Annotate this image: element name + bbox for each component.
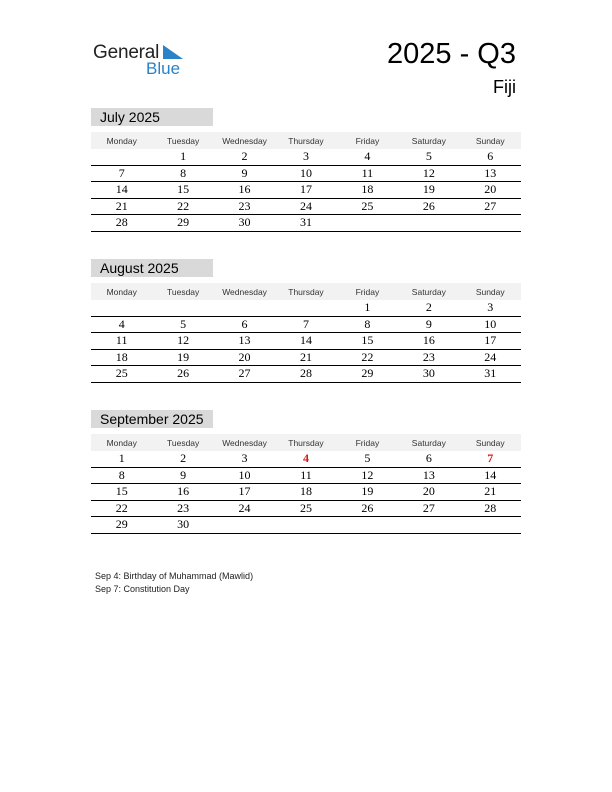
day-cell: 8 <box>180 165 187 180</box>
weekday-label: Monday <box>106 135 137 146</box>
day-cell: 8 <box>364 316 371 331</box>
logo-general-text: General <box>93 42 160 63</box>
week-row <box>91 333 521 350</box>
day-cell: 6 <box>487 149 494 164</box>
week-row <box>91 484 521 501</box>
day-cell: 5 <box>180 316 187 331</box>
day-cell: 18 <box>299 484 312 499</box>
day-cell: 28 <box>484 500 497 515</box>
day-cell: 14 <box>299 333 312 348</box>
day-cell: 22 <box>361 349 374 364</box>
day-cell: 26 <box>361 500 374 515</box>
day-cell: 11 <box>115 333 128 348</box>
day-cell: 19 <box>422 182 435 197</box>
day-cell: 21 <box>484 484 497 499</box>
day-cell: 12 <box>361 467 374 482</box>
day-cell: 23 <box>422 349 435 364</box>
month-calendar <box>91 259 521 383</box>
day-cell: 28 <box>299 366 312 381</box>
weekday-label: Saturday <box>411 135 446 146</box>
day-cell: 10 <box>238 467 251 482</box>
day-cell: 28 <box>115 215 128 230</box>
day-cell: 18 <box>115 349 128 364</box>
day-cell: 2 <box>180 451 187 466</box>
holiday-note: Sep 7: Constitution Day <box>95 584 190 594</box>
weekday-label: Monday <box>106 437 137 448</box>
day-cell: 2 <box>241 149 248 164</box>
month-title: July 2025 <box>91 108 213 126</box>
weekday-label: Wednesday <box>222 135 267 146</box>
week-row <box>91 215 521 232</box>
day-cell: 5 <box>425 149 432 164</box>
day-cell: 11 <box>361 165 374 180</box>
holiday-note: Sep 4: Birthday of Muhammad (Mawlid) <box>95 571 254 581</box>
day-cell: 5 <box>364 451 371 466</box>
day-cell: 13 <box>238 333 251 348</box>
weekday-header <box>91 132 521 149</box>
day-cell: 11 <box>300 467 312 482</box>
day-cell: 9 <box>241 165 248 180</box>
week-row <box>91 501 521 518</box>
month-title: September 2025 <box>91 410 213 428</box>
day-cell: 6 <box>241 316 248 331</box>
weekday-label: Friday <box>355 135 380 146</box>
weekday-label: Sunday <box>475 437 505 448</box>
weekday-label: Friday <box>355 286 380 297</box>
weekday-label: Tuesday <box>166 437 200 448</box>
day-cell: 29 <box>361 366 374 381</box>
week-row <box>91 350 521 367</box>
week-row <box>91 300 521 317</box>
day-cell: 4 <box>302 451 309 466</box>
day-cell: 18 <box>361 182 374 197</box>
day-cell: 20 <box>484 182 497 197</box>
day-cell: 17 <box>484 333 497 348</box>
weekday-label: Friday <box>355 437 380 448</box>
day-cell: 27 <box>484 198 497 213</box>
weekday-label: Thursday <box>288 135 324 146</box>
weekday-label: Tuesday <box>166 286 200 297</box>
weekday-label: Sunday <box>475 135 505 146</box>
day-cell: 31 <box>299 215 312 230</box>
day-cell: 27 <box>238 366 251 381</box>
day-cell: 10 <box>484 316 497 331</box>
day-cell: 16 <box>177 484 190 499</box>
day-cell: 24 <box>238 500 251 515</box>
weekday-label: Monday <box>106 286 137 297</box>
week-row <box>91 366 521 383</box>
week-row <box>91 517 521 534</box>
day-cell: 9 <box>180 467 187 482</box>
country-name: Fiji <box>493 77 516 97</box>
weekday-header <box>91 283 521 300</box>
day-cell: 15 <box>115 484 128 499</box>
day-cell: 25 <box>361 198 374 213</box>
day-cell: 9 <box>425 316 432 331</box>
day-cell: 24 <box>299 198 312 213</box>
day-cell: 13 <box>484 165 497 180</box>
day-cell: 3 <box>302 149 309 164</box>
weekday-label: Tuesday <box>166 135 200 146</box>
day-cell: 21 <box>299 349 312 364</box>
day-cell: 10 <box>299 165 312 180</box>
day-cell: 24 <box>484 349 497 364</box>
day-cell: 15 <box>361 333 374 348</box>
day-cell: 30 <box>177 517 190 532</box>
day-cell: 25 <box>299 500 312 515</box>
day-cell: 31 <box>484 366 497 381</box>
day-cell: 22 <box>177 198 190 213</box>
weekday-header <box>91 434 521 451</box>
day-cell: 8 <box>118 467 125 482</box>
day-cell: 22 <box>115 500 128 515</box>
week-row <box>91 199 521 216</box>
day-cell: 4 <box>118 316 125 331</box>
day-cell: 12 <box>177 333 190 348</box>
week-row <box>91 166 521 183</box>
weekday-label: Thursday <box>288 286 324 297</box>
day-cell: 3 <box>487 300 494 315</box>
weekday-label: Saturday <box>411 286 446 297</box>
day-cell: 7 <box>302 316 309 331</box>
weekday-label: Wednesday <box>222 437 267 448</box>
day-cell: 30 <box>238 215 251 230</box>
weekday-label: Thursday <box>288 437 324 448</box>
day-cell: 16 <box>238 182 251 197</box>
day-cell: 26 <box>422 198 435 213</box>
logo-blue-text: Blue <box>146 59 181 78</box>
day-cell: 17 <box>299 182 312 197</box>
day-cell: 1 <box>364 300 371 315</box>
day-cell: 30 <box>422 366 435 381</box>
day-cell: 12 <box>422 165 435 180</box>
month-title: August 2025 <box>91 259 213 277</box>
day-cell: 16 <box>422 333 435 348</box>
page-title: 2025 - Q3 <box>387 38 516 70</box>
day-cell: 20 <box>238 349 251 364</box>
holiday-notes <box>95 570 253 596</box>
day-cell: 6 <box>425 451 432 466</box>
day-cell: 13 <box>422 467 435 482</box>
brand-logo <box>93 42 203 82</box>
day-cell: 27 <box>422 500 435 515</box>
day-cell: 19 <box>177 349 190 364</box>
day-cell: 17 <box>238 484 251 499</box>
day-cell: 26 <box>177 366 190 381</box>
week-row <box>91 317 521 334</box>
day-cell: 19 <box>361 484 374 499</box>
day-cell: 23 <box>238 198 251 213</box>
day-cell: 7 <box>118 165 125 180</box>
day-cell: 29 <box>177 215 190 230</box>
logo-triangle-icon <box>163 45 183 59</box>
day-cell: 1 <box>118 451 125 466</box>
day-cell: 2 <box>425 300 432 315</box>
week-row <box>91 182 521 199</box>
day-cell: 20 <box>422 484 435 499</box>
week-row <box>91 451 521 468</box>
day-cell: 7 <box>487 451 494 466</box>
day-cell: 14 <box>115 182 128 197</box>
day-cell: 21 <box>115 198 128 213</box>
weekday-label: Sunday <box>475 286 505 297</box>
day-cell: 14 <box>484 467 497 482</box>
weekday-label: Saturday <box>411 437 446 448</box>
day-cell: 4 <box>364 149 371 164</box>
week-row <box>91 149 521 166</box>
day-cell: 25 <box>115 366 128 381</box>
day-cell: 29 <box>115 517 128 532</box>
month-calendar <box>91 410 521 534</box>
day-cell: 3 <box>241 451 248 466</box>
day-cell: 23 <box>177 500 190 515</box>
week-row <box>91 468 521 485</box>
month-calendar <box>91 108 521 232</box>
day-cell: 1 <box>180 149 187 164</box>
weekday-label: Wednesday <box>222 286 267 297</box>
day-cell: 15 <box>177 182 190 197</box>
